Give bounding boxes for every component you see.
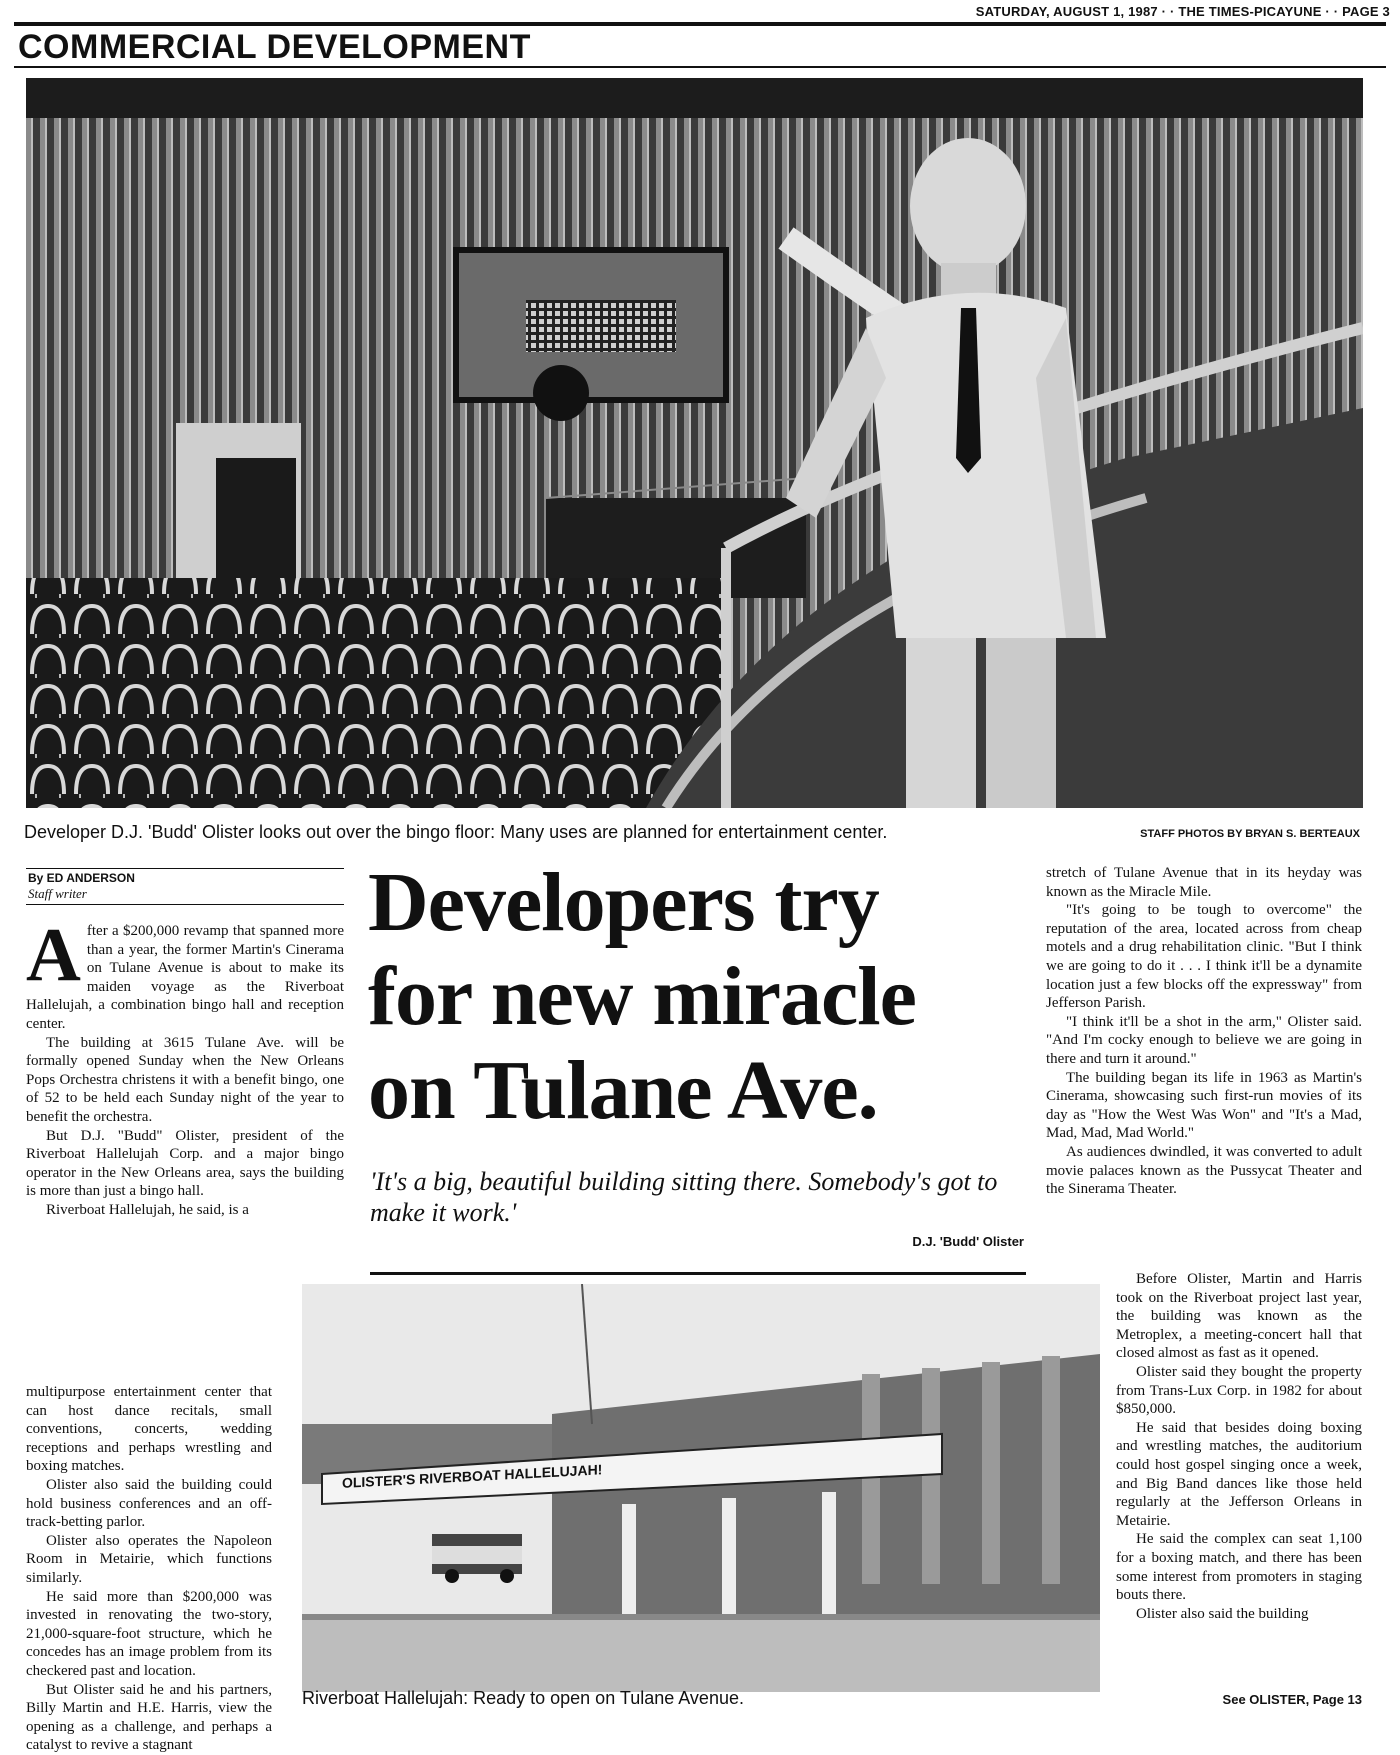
paragraph: Olister said they bought the property from Trans-Lux Corp. in 1982 for about $850,000. — [1116, 1363, 1362, 1418]
pull-quote-attribution: D.J. 'Budd' Olister — [912, 1234, 1024, 1249]
paragraph: The building at 3615 Tulane Ave. will be formally opened Sunday when the New Orleans Pops Orchestra christens it with a benefit bingo, one of 52 to be held each Sunday night of the year to benefit the orchestra. — [26, 1034, 344, 1125]
article-column-3-narrow — [1116, 1270, 1362, 1623]
paragraph: Riverboat Hallelujah, he said, is a — [46, 1201, 249, 1218]
bingo-hall-illustration — [26, 78, 1363, 808]
paragraph: Before Olister, Martin and Harris took on the Riverboat project last year, the building was known as the Metroplex, a meeting-concert hall that closed almost as fast as it opened. — [1116, 1271, 1362, 1362]
paragraph: Olister also said the building could hold business conferences and an off-track-betting parlor. — [26, 1476, 272, 1531]
paragraph: He said more than $200,000 was invested in renovating the two-story, 21,000-square-foot structure, which he concedes has an image problem from its checkered past and location. — [26, 1588, 272, 1679]
top-rule — [14, 22, 1386, 26]
photo-credit: STAFF PHOTOS BY BRYAN S. BERTEAUX — [1140, 828, 1360, 840]
headline-line-2: for new miracle — [368, 950, 916, 1043]
dateline: SATURDAY, AUGUST 1, 1987 · · THE TIMES-PICAYUNE · · PAGE 3 — [975, 4, 1390, 19]
paragraph: stretch of Tulane Avenue that in its heyday was known as the Miracle Mile. — [1046, 865, 1362, 900]
section-title: COMMERCIAL DEVELOPMENT — [18, 28, 531, 66]
lead-text: fter a $200,000 revamp that spanned more than a year, the former Martin's Cinerama on Tulane Avenue is about to make its maiden voyage as the Riverboat Hallelujah, a combination bingo hall and reception center. — [26, 923, 344, 1032]
paragraph: But D.J. "Budd" Olister, president of the Riverboat Hallelujah Corp. and a major bingo operator in the New Orleans area, says the building is more than just a bingo hall. — [26, 1127, 344, 1200]
lead-paragraph — [26, 913, 344, 1034]
section-rule — [14, 66, 1386, 68]
paragraph: multipurpose entertainment center that can host dance recitals, small conventions, concerts, wedding receptions and perhaps wrestling and boxing matches. — [26, 1384, 272, 1475]
headline-line-1: Developers try — [368, 856, 879, 949]
byline-role: Staff writer — [28, 886, 87, 901]
paragraph: But Olister said he and his partners, Billy Martin and H.E. Harris, view the opening as a challenge, and perhaps a catalyst to revive a stagnant — [26, 1681, 272, 1754]
building-illustration — [302, 1284, 1100, 1692]
paragraph: Olister also operates the Napoleon Room in Metairie, which functions similarly. — [26, 1532, 272, 1586]
pull-quote-rule — [370, 1272, 1026, 1275]
pull-quote: 'It's a big, beautiful building sitting there. Somebody's got to make it work.' — [370, 1167, 998, 1227]
building-exterior-photo — [302, 1284, 1100, 1692]
headline — [368, 856, 1028, 1138]
headline-line-3: on Tulane Ave. — [368, 1044, 878, 1137]
byline-rule-bottom — [26, 904, 344, 905]
article-column-3 — [1046, 864, 1362, 1199]
paragraph: He said the complex can seat 1,100 for a boxing match, and there has been some interest from promoters in staging bouts there. — [1116, 1531, 1362, 1604]
marquee-sign: OLISTER'S RIVERBOAT HALLELUJAH! — [342, 1461, 603, 1491]
bottom-photo-caption: Riverboat Hallelujah: Ready to open on Tulane Avenue. — [302, 1688, 744, 1708]
byline-rule — [26, 868, 344, 869]
continued-jump-line: See OLISTER, Page 13 — [1222, 1692, 1362, 1707]
byline: By ED ANDERSON — [28, 871, 135, 885]
paragraph: He said that besides doing boxing and wrestling matches, the auditorium could host gospel singing once a week, and Big Band dances like those held regularly at the Jefferson Orleans in Metairie. — [1116, 1419, 1362, 1529]
article-column-1-narrow — [26, 1383, 272, 1755]
paragraph: As audiences dwindled, it was converted to adult movie palaces known as the Pussycat Theater and the Sinerama Theater. — [1046, 1143, 1362, 1198]
paragraph: The building began its life in 1963 as Martin's Cinerama, showcasing such first-run movies of its day as "How the West Was Won" and "It's a Mad, Mad, Mad, Mad World." — [1046, 1069, 1362, 1142]
top-photo-caption: Developer D.J. 'Budd' Olister looks out over the bingo floor: Many uses are planned for entertainment center. — [24, 822, 888, 842]
paragraph: "I think it'll be a shot in the arm," Olister said. "And I'm cocky enough to believe we are going in there and turn it around." — [1046, 1013, 1362, 1067]
paragraph: "It's going to be tough to overcome" the reputation of the area, located across from cheap motels and a drug rehabilitation clinic. "But I think we are going to do it . . . I think it'll be a dynamite location just a few blocks off the expressway" from Jefferson Parish. — [1046, 902, 1362, 1012]
bingo-hall-photo — [26, 78, 1363, 808]
article-column-1 — [26, 913, 344, 1220]
drop-cap: A — [26, 913, 81, 997]
paragraph: Olister also said the building — [1136, 1605, 1309, 1622]
